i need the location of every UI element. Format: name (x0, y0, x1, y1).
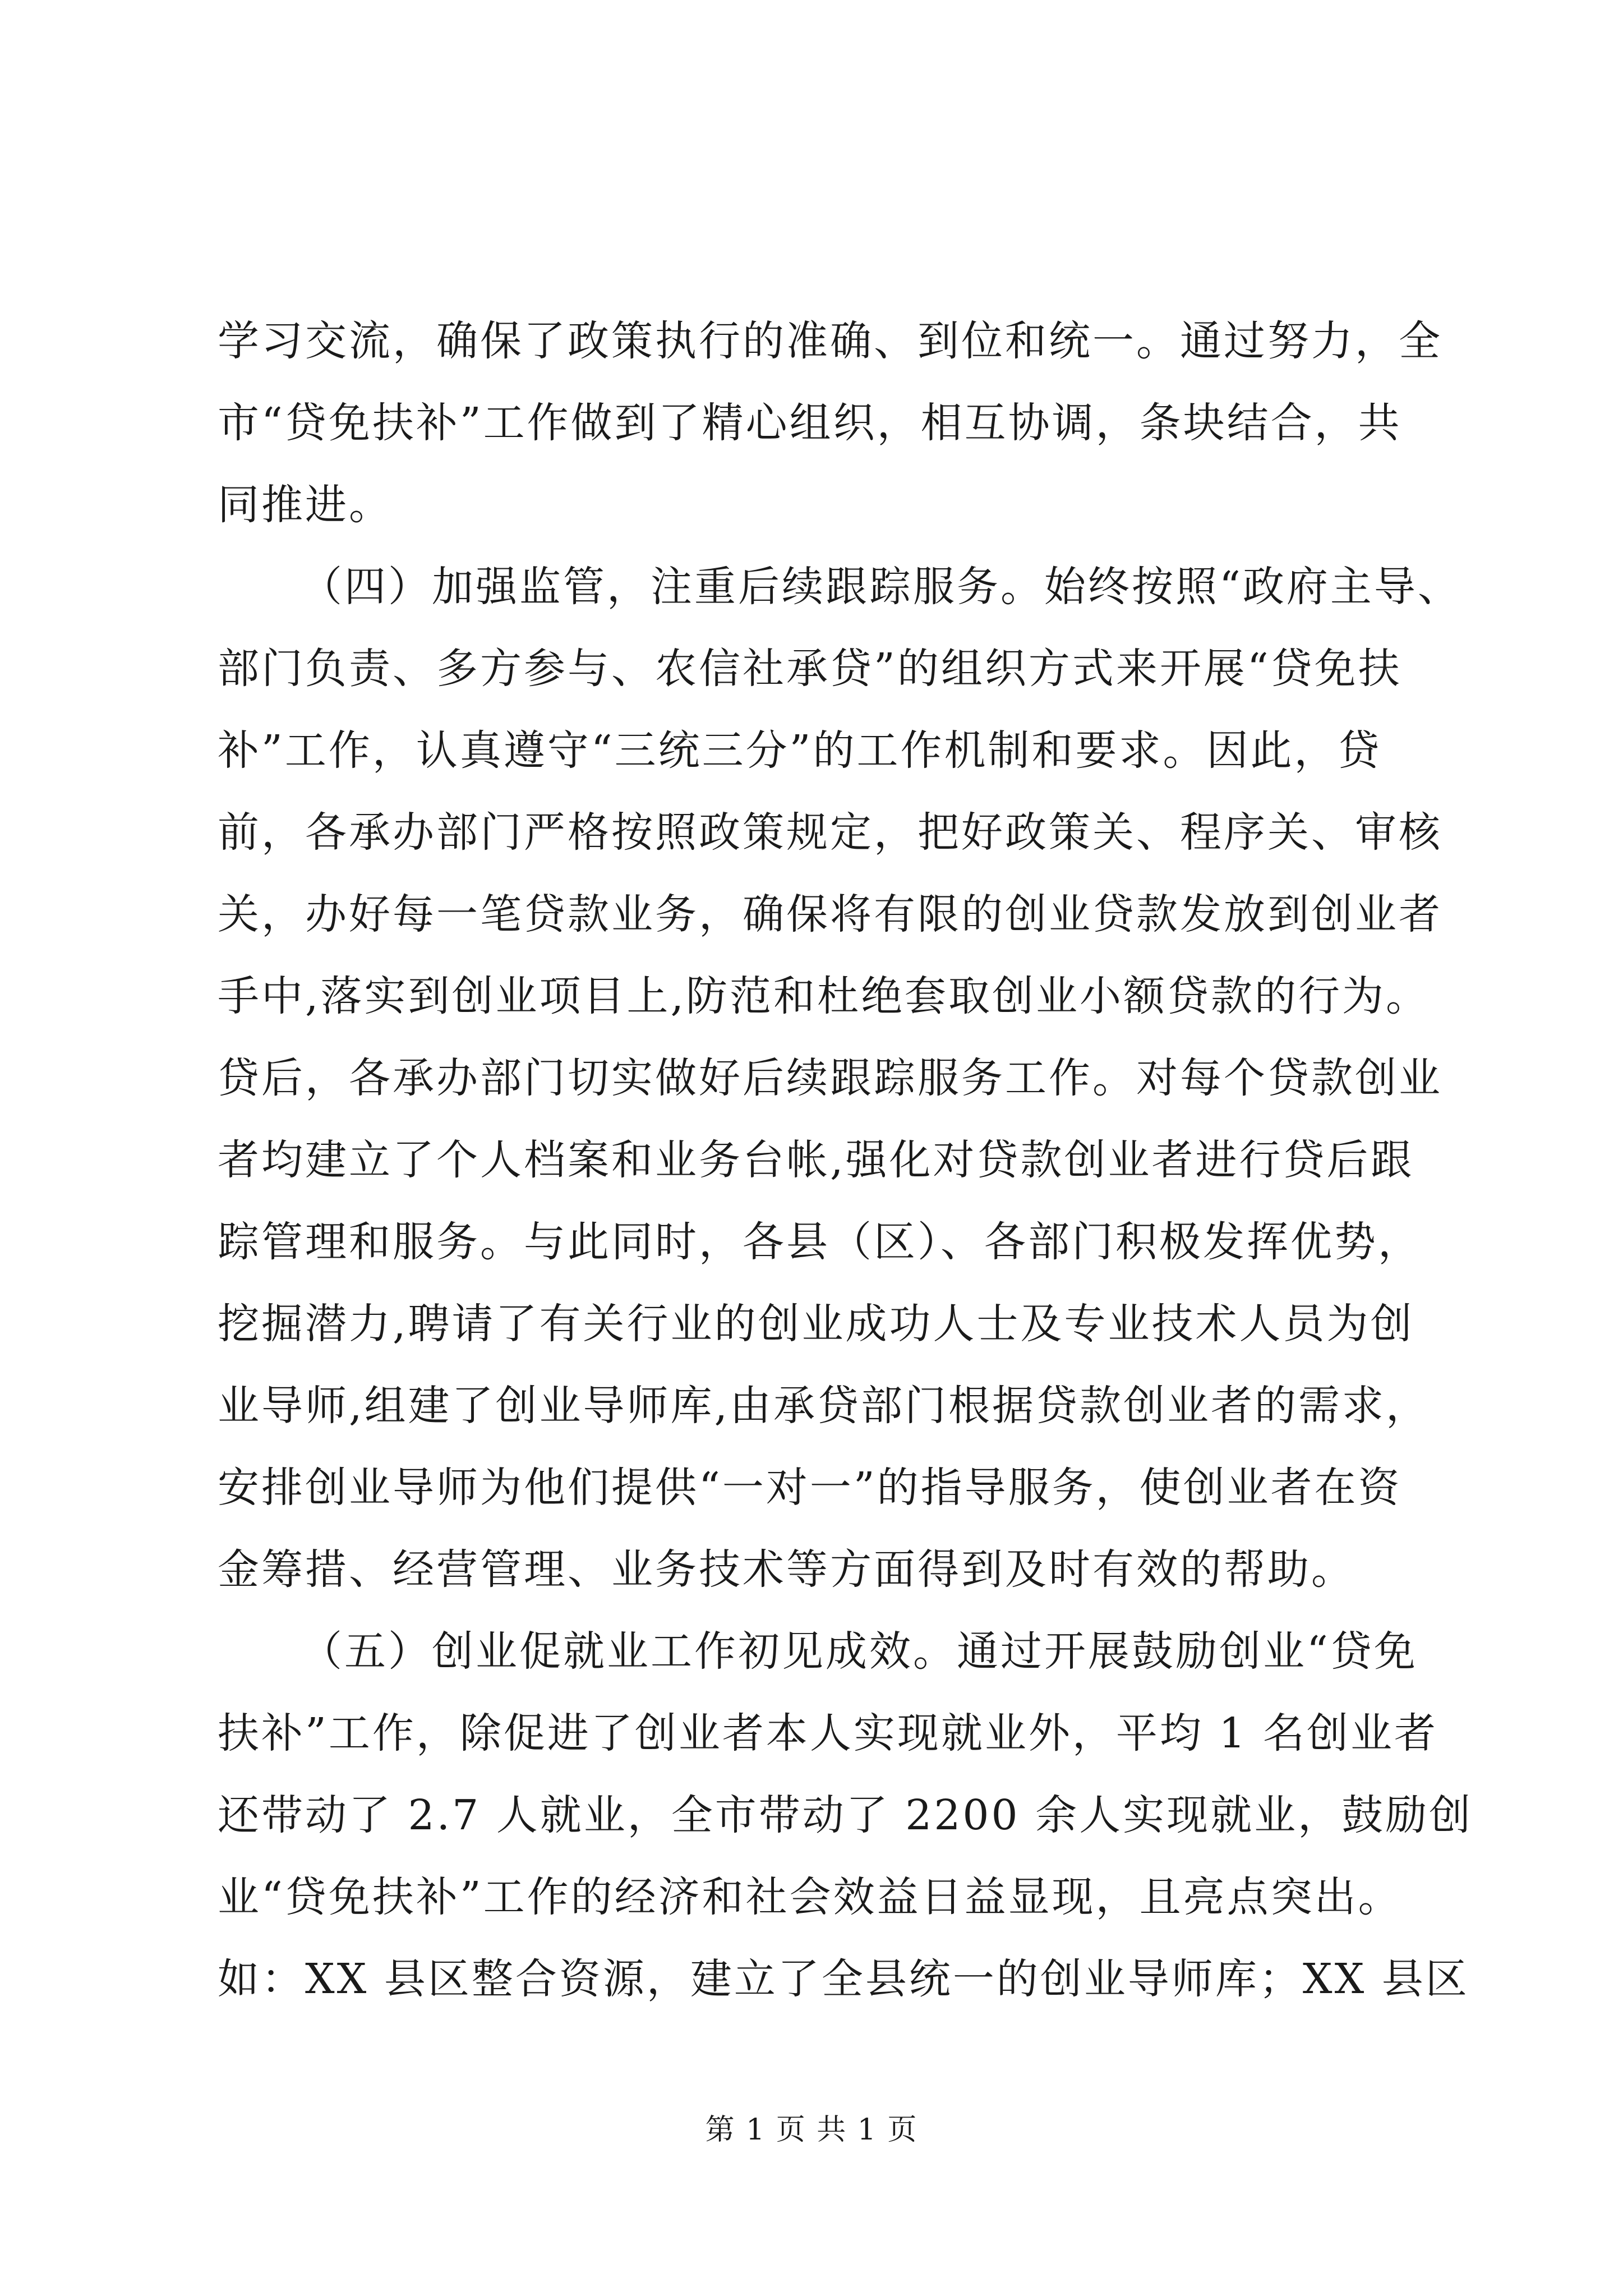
text-line: 市“贷免扶补”工作做到了精心组织，相互协调，条块结合，共 (218, 399, 1402, 447)
text-line: 关，办好每一笔贷款业务，确保将有限的创业贷款发放到创业者 (218, 890, 1442, 938)
text-line: 贷后，各承办部门切实做好后续跟踪服务工作。对每个贷款创业 (218, 1054, 1442, 1102)
text-line: 前，各承办部门严格按照政策规定，把好政策关、程序关、审核 (218, 808, 1442, 857)
text-line: 学习交流，确保了政策执行的准确、到位和统一。通过努力，全 (218, 317, 1442, 365)
text-line: 如：XX 县区整合资源，建立了全县统一的创业导师库；XX 县区 (218, 1955, 1469, 2003)
text-line: 手中,落实到创业项目上,防范和杜绝套取创业小额贷款的行为。 (218, 972, 1430, 1020)
text-line: 补”工作，认真遵守“三统三分”的工作机制和要求。因此，贷 (218, 726, 1382, 775)
text-line: 业“贷免扶补”工作的经济和社会效益日益显现，且亮点突出。 (218, 1873, 1402, 1921)
text-line: 金筹措、经营管理、业务技术等方面得到及时有效的帮助。 (218, 1545, 1355, 1594)
section-heading-line: （四）加强监管，注重后续跟踪服务。始终按照“政府主导、 (301, 563, 1461, 611)
text-line: 者均建立了个人档案和业务台帐,强化对贷款创业者进行贷后跟 (218, 1136, 1414, 1184)
text-line: 踪管理和服务。与此同时，各县（区）、各部门积极发挥优势， (218, 1218, 1422, 1266)
text-line: 同推进。 (218, 481, 393, 529)
text-line: 还带动了 2.7 人就业，全市带动了 2200 余人实现就业，鼓励创 (218, 1791, 1473, 1839)
section-heading-line: （五）创业促就业工作初见成效。通过开展鼓励创业“贷免 (301, 1627, 1418, 1676)
text-line: 挖掘潜力,聘请了有关行业的创业成功人士及专业技术人员为创 (218, 1300, 1414, 1348)
text-line: 安排创业导师为他们提供“一对一”的指导服务，使创业者在资 (218, 1464, 1402, 1512)
page-footer: 第 1 页 共 1 页 (705, 2113, 918, 2147)
text-line: 扶补”工作，除促进了创业者本人实现就业外，平均 1 名创业者 (218, 1709, 1438, 1757)
body-text (218, 300, 1473, 2020)
text-line: 业导师,组建了创业导师库,由承贷部门根据贷款创业者的需求， (218, 1382, 1430, 1430)
text-line: 部门负责、多方参与、农信社承贷”的组织方式来开展“贷免扶 (218, 645, 1402, 693)
